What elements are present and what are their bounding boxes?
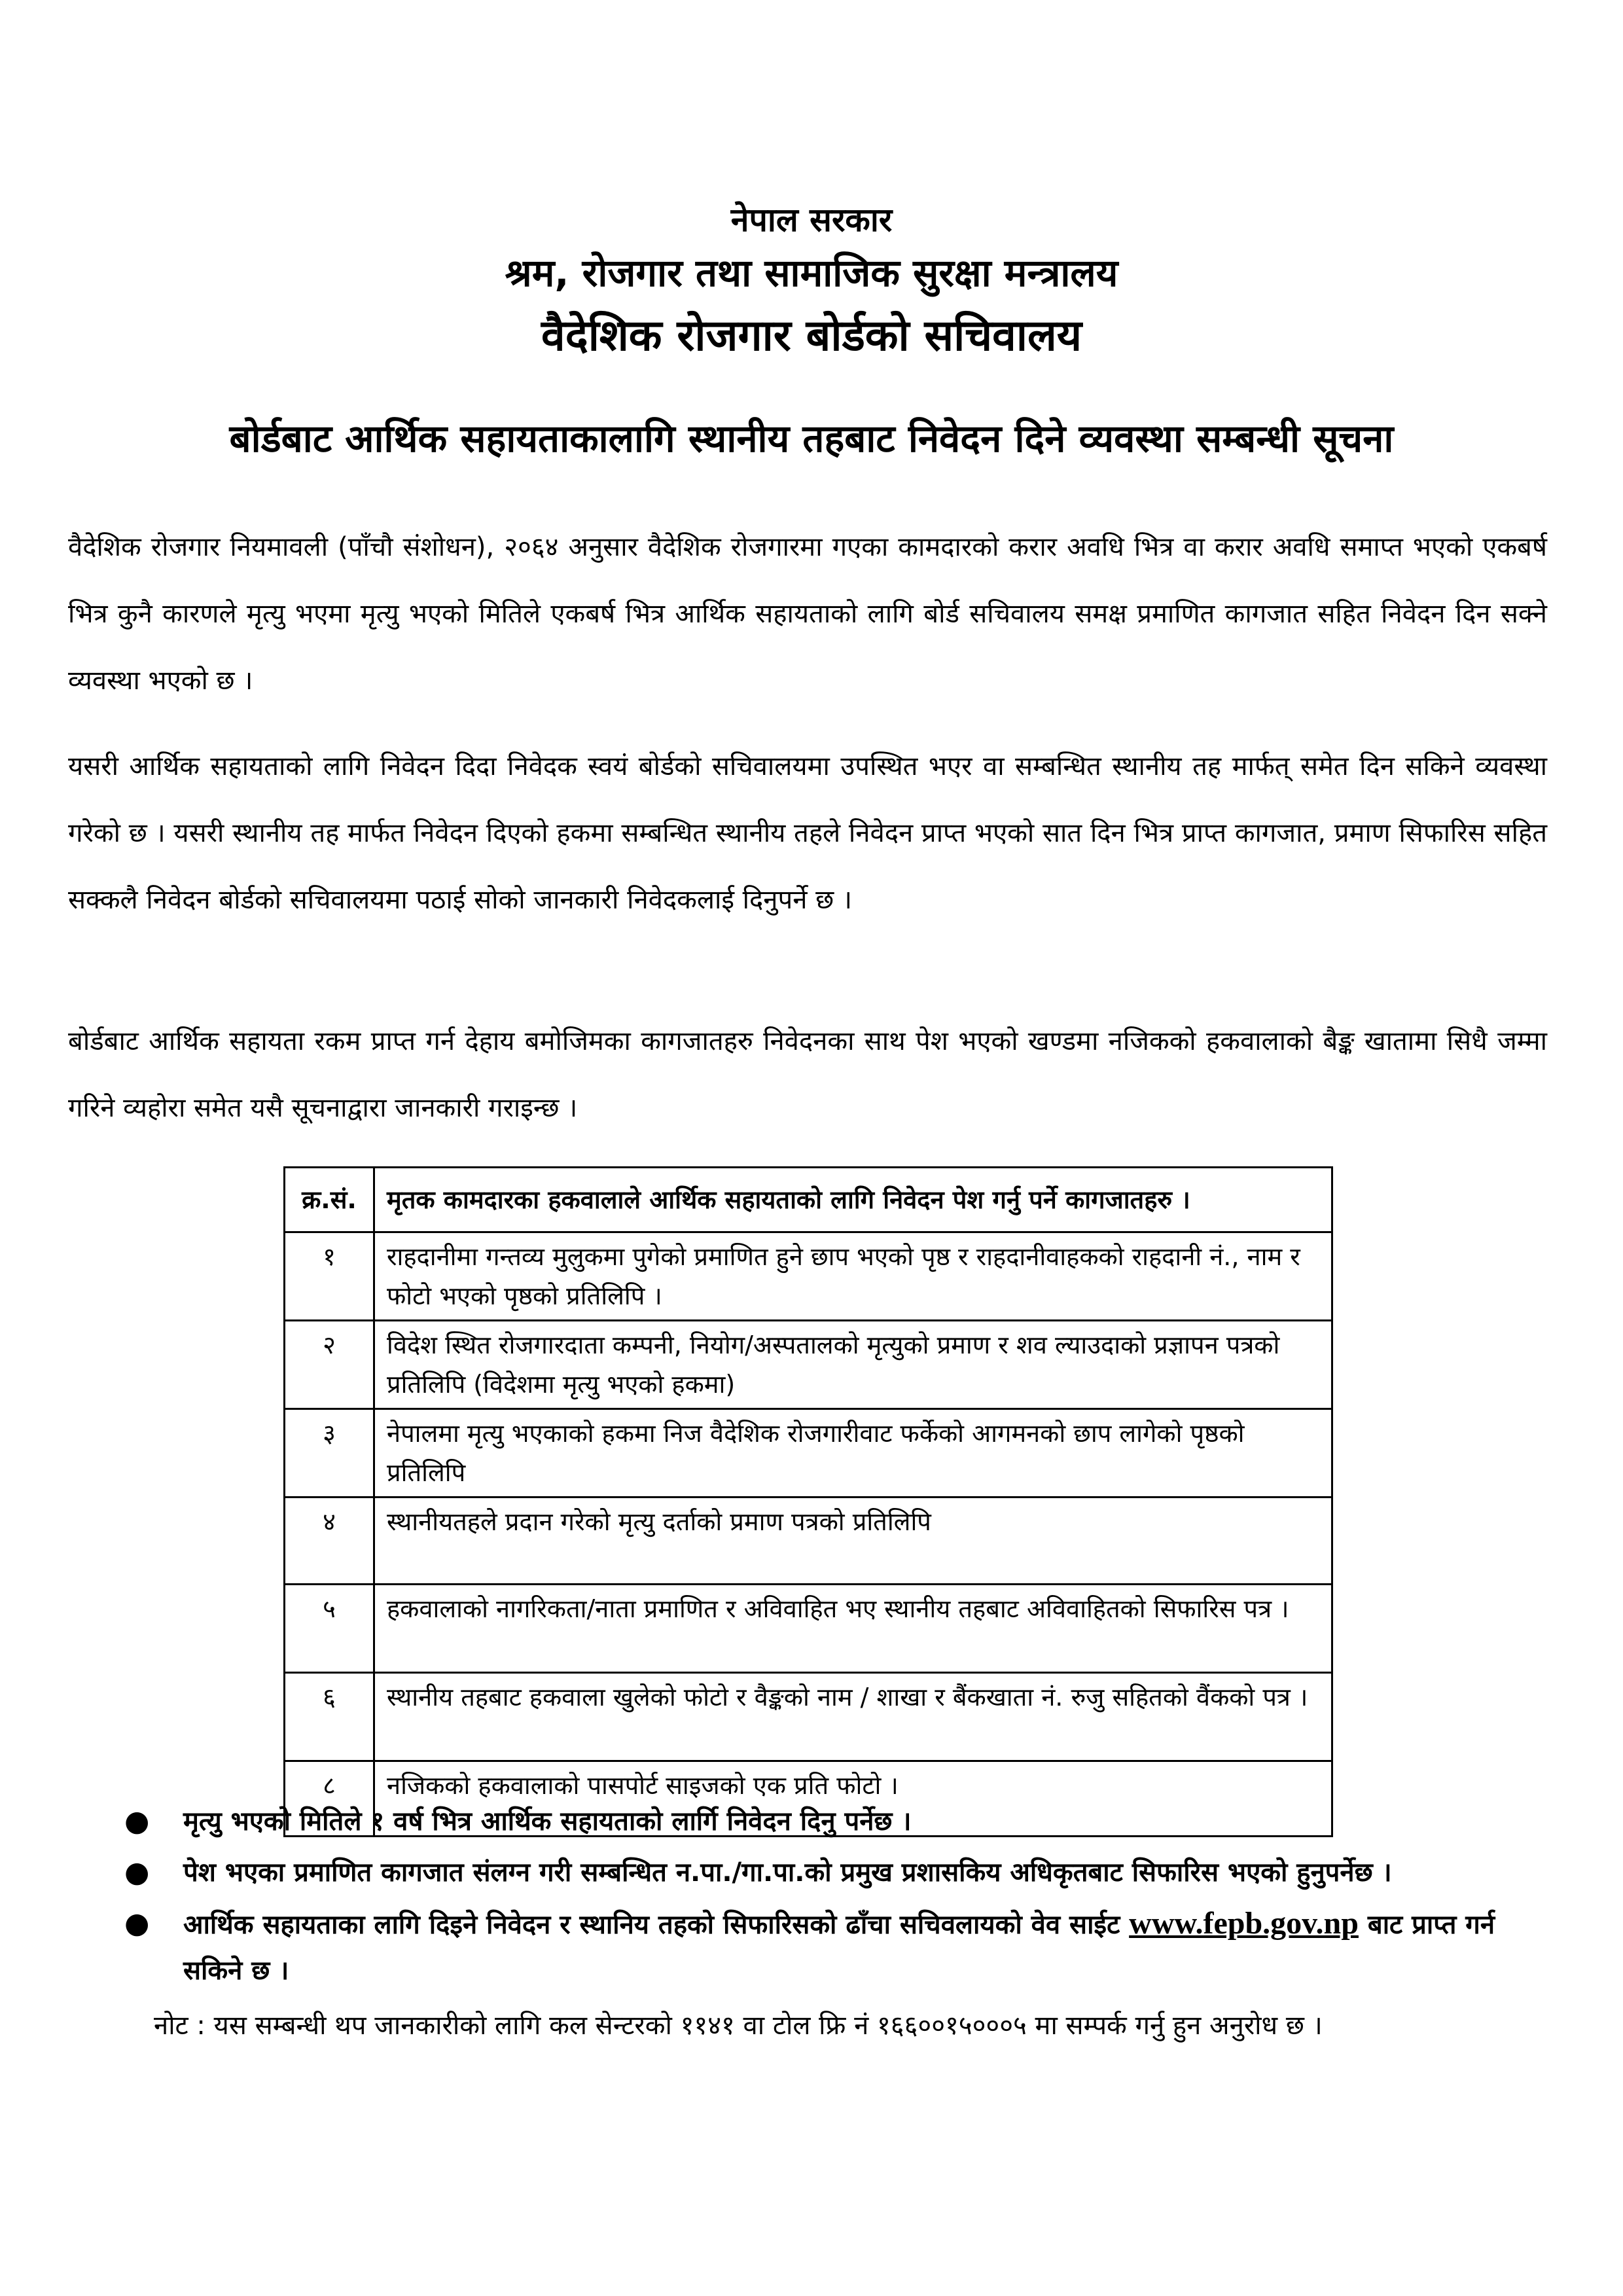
row-document: नेपालमा मृत्यु भएकाको हकमा निज वैदेशिक रोजगारीवाट फर्केको आगमनको छाप लागेको पृष्ठको प्रतिलिपि bbox=[374, 1409, 1332, 1498]
row-serial: १ bbox=[285, 1232, 374, 1321]
bullet-text: आर्थिक सहायताका लागि दिइने निवेदन र स्थानिय तहको सिफारिसको ढाँचा सचिवलायको वेव साईट bbox=[183, 1910, 1130, 1940]
table-row bbox=[285, 1673, 1332, 1761]
office-name: वैदेशिक रोजगार बोर्डको सचिवालय bbox=[541, 310, 1082, 361]
row-document: स्थानीयतहले प्रदान गरेको मृत्यु दर्ताको प्रमाण पत्रको प्रतिलिपि bbox=[374, 1498, 1332, 1585]
row-document: हकवालाको नागरिकता/नाता प्रमाणित र अविवाहित भए स्थानीय तहबाट अविवाहितको सिफारिस पत्र । bbox=[374, 1585, 1332, 1673]
paragraph-1: वैदेशिक रोजगार नियमावली (पाँचौ संशोधन), २०६४ अनुसार वैदेशिक रोजगारमा गएका कामदारको करार अवधि भित्र वा करार अवधि समाप्त भएको एकबर्ष भित्र कुनै कारणले मृत्यु भएमा मृत्यु भएको मितिले एकबर्ष भित्र आर्थिक सहायताको लागि बोर्ड सचिवालय समक्ष प्रमाणित कागजात सहित निवेदन दिन सक्ने व्यवस्था भएको छ । bbox=[68, 532, 1547, 696]
row-serial: ४ bbox=[285, 1498, 374, 1585]
bullet-text: पेश भएका प्रमाणित कागजात संलग्न गरी सम्बन्धित न.पा./गा.पा.को प्रमुख प्रशासकिय अधिकृतबाट सिफारिस भएको हुनुपर्नेछ । bbox=[183, 1857, 1392, 1888]
row-serial: ६ bbox=[285, 1673, 374, 1761]
government-name: नेपाल सरकार bbox=[730, 201, 893, 239]
row-document: नजिकको हकवालाको पासपोर्ट साइजको एक प्रति फोटो । bbox=[374, 1761, 1332, 1837]
list-item bbox=[124, 1850, 1551, 1895]
row-document: विदेश स्थित रोजगारदाता कम्पनी, नियोग/अस्पतालको मृत्युको प्रमाण र शव ल्याउदाको प्रज्ञापन पत्रको प्रतिलिपि (विदेशमा मृत्यु भएको हकमा) bbox=[374, 1321, 1332, 1409]
website-link[interactable]: www.fepb.gov.np bbox=[1129, 1906, 1359, 1941]
table-row bbox=[285, 1232, 1332, 1321]
bullet-icon: ● bbox=[124, 1907, 150, 1940]
notice-title: बोर्डबाट आर्थिक सहायताकालागि स्थानीय तहबाट निवेदन दिने व्यवस्था सम्बन्धी सूचना bbox=[229, 416, 1394, 461]
bullet-text-end: बाट प्राप्त गर्न सकिने छ । bbox=[183, 1910, 1495, 1986]
ministry-name: श्रम, रोजगार तथा सामाजिक सुरक्षा मन्त्रालय bbox=[505, 251, 1118, 295]
bullet-icon: ● bbox=[124, 1804, 150, 1838]
row-serial: ८ bbox=[285, 1761, 374, 1837]
row-document: स्थानीय तहबाट हकवाला खुलेको फोटो र वैङ्कको नाम / शाखा र बैंकखाता नं. रुजु सहितको वैंकको पत्र । bbox=[374, 1673, 1332, 1761]
row-document: राहदानीमा गन्तव्य मुलुकमा पुगेको प्रमाणित हुने छाप भएको पृष्ठ र राहदानीवाहकको राहदानी नं., नाम र फोटो भएको पृष्ठको प्रतिलिपि । bbox=[374, 1232, 1332, 1321]
notes-list bbox=[124, 1799, 1551, 1999]
contact-note: नोट : यस सम्बन्धी थप जानकारीको लागि कल सेन्टरको ११४१ वा टोल फ्रि नं १६६००१५०००५ मा सम्पर्क गर्नु हुन अनुरोध छ । bbox=[154, 2011, 1323, 2041]
table-header-row bbox=[285, 1168, 1332, 1232]
bullet-icon: ● bbox=[124, 1856, 150, 1889]
row-serial: ५ bbox=[285, 1585, 374, 1673]
column-header-serial: क्र.सं. bbox=[285, 1168, 374, 1232]
table-row bbox=[285, 1409, 1332, 1498]
row-serial: २ bbox=[285, 1321, 374, 1409]
table-row bbox=[285, 1321, 1332, 1409]
list-item bbox=[124, 1799, 1551, 1844]
list-item bbox=[124, 1901, 1551, 1994]
column-header-documents: मृतक कामदारका हकवालाले आर्थिक सहायताको लागि निवेदन पेश गर्नु पर्ने कागजातहरु । bbox=[374, 1168, 1332, 1232]
paragraph-3: बोर्डबाट आर्थिक सहायता रकम प्राप्त गर्न देहाय बमोजिमका कागजातहरु निवेदनका साथ पेश भएको खण्डमा नजिकको हकवालाको बैङ्क खातामा सिधै जम्मा गरिने व्यहोरा समेत यसै सूचनाद्वारा जानकारी गराइन्छ । bbox=[68, 1026, 1547, 1123]
paragraph-2: यसरी आर्थिक सहायताको लागि निवेदन दिदा निवेदक स्वयं बोर्डको सचिवालयमा उपस्थित भएर वा सम्बन्धित स्थानीय तह मार्फत् समेत दिन सकिने व्यवस्था गरेको छ । यसरी स्थानीय तह मार्फत निवेदन दिएको हकमा सम्बन्धित स्थानीय तहले निवेदन प्राप्त भएको सात दिन भित्र प्राप्त कागजात, प्रमाण सिफारिस सहित सक्कलै निवेदन बोर्डको सचिवालयमा पठाई सोको जानकारी निवेदकलाई दिनुपर्ने छ । bbox=[68, 751, 1547, 915]
table-row bbox=[285, 1498, 1332, 1585]
bullet-text: मृत्यु भएको मितिले १ वर्ष भित्र आर्थिक सहायताको लार्गि निवेदन दिनु पर्नेछ । bbox=[183, 1806, 912, 1837]
required-documents-table bbox=[283, 1166, 1333, 1837]
table-row bbox=[285, 1585, 1332, 1673]
row-serial: ३ bbox=[285, 1409, 374, 1498]
